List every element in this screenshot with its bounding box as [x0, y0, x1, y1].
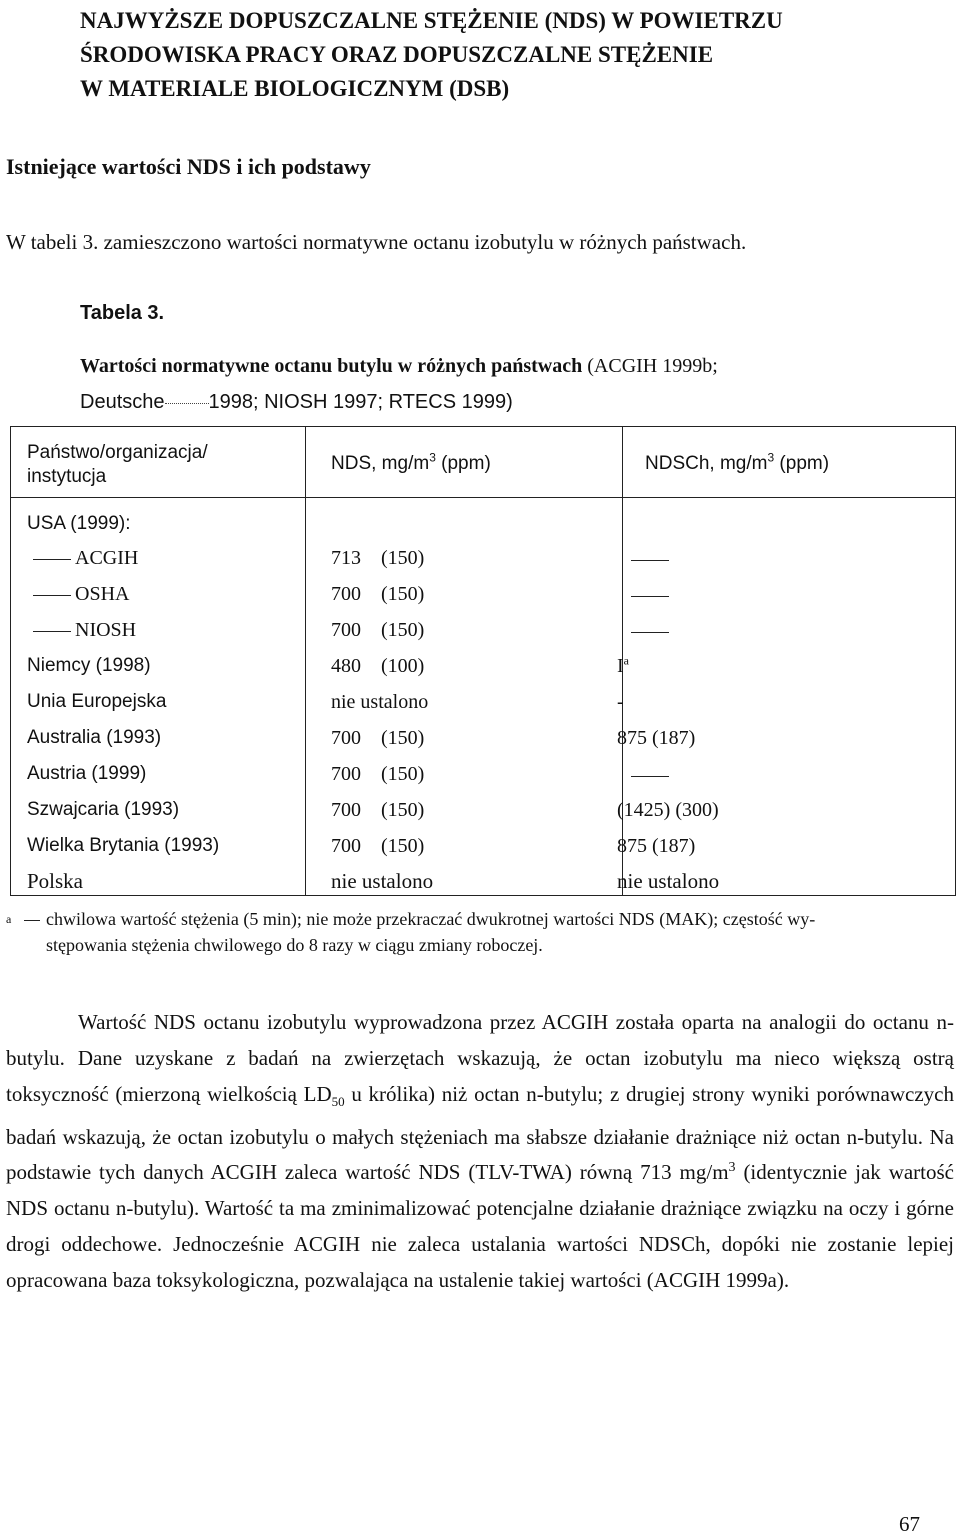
body-paragraph: Wartość NDS octanu izobutylu wyprowadzona przez ACGIH została oparta na analogii do octanu n-butylu. Dane uzyskane z badań na zwierzętach wskazują, że octan izobutylu ma nieco większą ostrą toksyczność (mierzoną wielkością $LD_{50}$ u królika) niż octan n-butylu; z drugiej strony wyniki porównawczych badań wskazują, że octan izobutylu o małych stężeniach ma słabsze działanie drażniące niż octan n-butylu. Na podstawie tych danych ACGIH zaleca wartość NDS (TLV-TWA) równą 713 $mg/m^3$ (identycznie jak wartość NDS octanu n-butylu). Wartość ta ma zminimalizować potencjalne działanie drażniące związku na oczy i górne drogi oddechowe. Jednocześnie ACGIH nie zaleca ustalania wartości NDSCh, dopóki nie zostanie lepiej opracowana baza toksykologiczna, pozwalająca na ustalenie takiej wartości (ACGIH 1999a).	[6, 1010, 954, 1292]
caption-source-1: (ACGIH 1999b;	[582, 355, 718, 377]
footnote-line-1: chwilowa wartość stężenia (5 min); nie może przekraczać dwukrotnej wartości NDS (MAK); częstość wy-	[46, 909, 816, 929]
row-name: Niemcy (1998)	[27, 655, 151, 676]
footnote-line-2: stępowania stężenia chwilowego do 8 razy w ciągu zmiany roboczej.	[46, 935, 543, 955]
row-name: ACGIH	[75, 547, 139, 569]
row-nds: 700 (150)	[331, 763, 425, 785]
table-footnote	[6, 906, 956, 958]
row-ndsch: 875 (187)	[617, 835, 696, 857]
footnote-mark: a	[6, 912, 12, 926]
row-nds: 700 (150)	[331, 799, 425, 821]
caption-source-2: Deutsche	[80, 391, 165, 413]
row-name: Australia (1993)	[27, 727, 162, 748]
page-number: 67	[899, 1512, 920, 1536]
row-ndsch: nie ustalono	[617, 869, 720, 893]
heading-line-1: NAJWYŻSZE DOPUSZCZALNE STĘŻENIE (NDS) W POWIETRZU	[80, 8, 783, 33]
heading-line-2: ŚRODOWISKA PRACY ORAZ DOPUSZCZALNE STĘŻENIE	[80, 42, 714, 67]
heading-line-3: W MATERIALE BIOLOGICZNYM (DSB)	[80, 76, 510, 101]
intro-sentence: W tabeli 3. zamieszczono wartości normatywne octanu izobutylu w różnych państwach.	[6, 230, 747, 254]
row-name: Polska	[27, 869, 84, 893]
row-nds: 700 (150)	[331, 727, 425, 749]
caption-title: Wartości normatywne octanu butylu w różnych państwach	[80, 355, 583, 377]
norms-table	[10, 426, 956, 896]
row-nds: nie ustalono	[331, 691, 429, 713]
row-ndsch: (1425) (300)	[617, 799, 719, 821]
row-name: NIOSH	[75, 619, 137, 641]
row-name: Wielka Brytania (1993)	[27, 835, 220, 856]
row-ndsch: -	[617, 691, 624, 713]
row-name: OSHA	[75, 583, 130, 605]
table-caption	[80, 348, 930, 420]
section-subheading: Istniejące wartości NDS i ich podstawy	[6, 154, 371, 179]
row-nds: 700 (150)	[331, 835, 425, 857]
row-name: Unia Europejska	[27, 691, 167, 712]
row-name: Szwajcaria (1993)	[27, 799, 180, 820]
header-nds: NDS, $mg/m^3$ (ppm)	[331, 450, 491, 474]
row-name: USA (1999):	[27, 513, 131, 534]
row-nds: nie ustalono	[331, 869, 434, 893]
header-country: Państwo/organizacja/ instytucja	[27, 442, 208, 487]
row-nds: 700 (150)	[331, 619, 425, 641]
caption-source-3: 1998; NIOSH 1997; RTECS 1999)	[208, 391, 513, 413]
table-label: Tabela 3.	[80, 302, 165, 324]
row-name: Austria (1999)	[27, 763, 147, 784]
row-nds: 480 (100)	[331, 655, 425, 677]
header-ndsch: NDSCh, $mg/m^3$ (ppm)	[645, 450, 830, 474]
document-heading	[80, 4, 783, 106]
row-nds: 700 (150)	[331, 583, 425, 605]
row-nds: 713 (150)	[331, 547, 425, 569]
row-ndsch: 875 (187)	[617, 727, 696, 749]
row-ndsch: $I^a$	[617, 653, 629, 677]
